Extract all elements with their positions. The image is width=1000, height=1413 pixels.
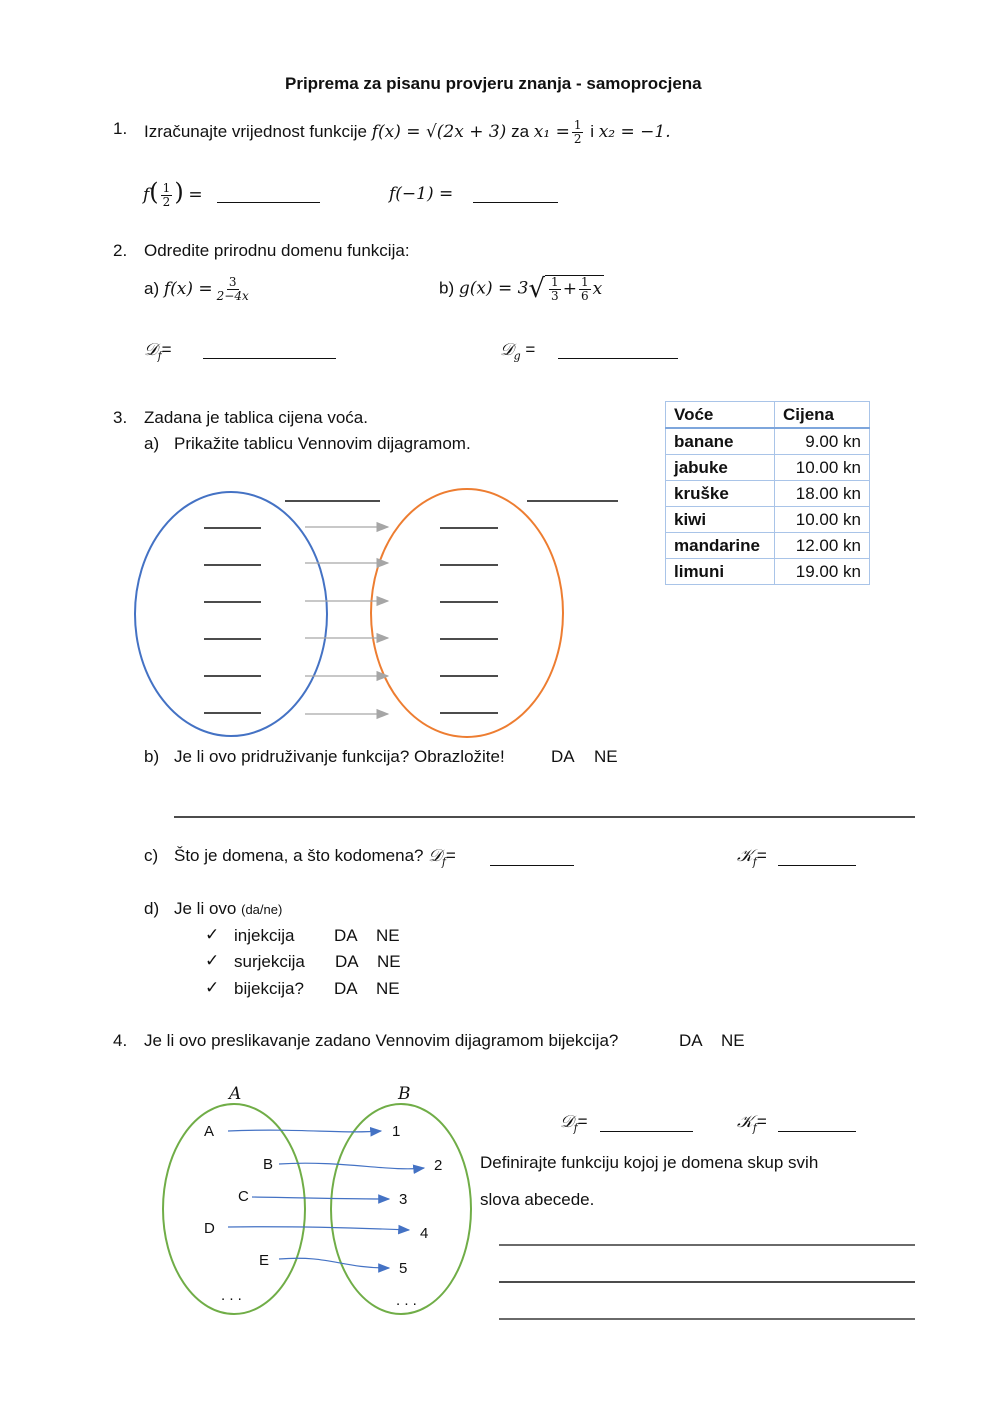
q2-number: 2. (113, 241, 128, 260)
q3-b-ne[interactable]: NE (594, 747, 618, 766)
q3-d-injekcija-ne[interactable]: NE (376, 926, 400, 945)
q1-answer-2-label: f(−1) = (389, 184, 454, 204)
q1-number: 1. (113, 119, 128, 138)
q2-a-fraction: $\frac{3}{2-4x}$ (216, 275, 249, 303)
q3-d-surjekcija-da[interactable]: DA (335, 952, 359, 971)
q2-domain-g-label: 𝒟$_g$ = (500, 340, 536, 363)
q3-d-injekcija-da[interactable]: DA (334, 926, 358, 945)
mapping-arrows-gray (305, 527, 388, 714)
q3-c-codomain-blank[interactable] (778, 849, 856, 866)
q3-d-label: d) (144, 899, 160, 918)
venn4-codomain-element: 2 (434, 1157, 443, 1174)
q4-codomain-label: 𝒦$_f$= (737, 1112, 767, 1135)
check-icon: ✓ (205, 978, 220, 997)
q3-b-text: Je li ovo pridruživanje funkcija? Obrazložite! (174, 747, 505, 766)
venn4-domain-ellipsis: . . . (221, 1287, 242, 1304)
price-table-header-fruit: Voće (666, 402, 775, 429)
codomain-blanks[interactable] (440, 528, 498, 713)
q4-codomain-blank[interactable] (778, 1115, 856, 1132)
venn4-codomain-ellipsis: . . . (396, 1292, 417, 1309)
venn4-domain-element: C (238, 1188, 249, 1205)
q3-d-item-injekcija: injekcija (234, 926, 295, 945)
venn4-set-b-ellipse (331, 1104, 471, 1314)
venn4-set-a-label: A (229, 1084, 242, 1104)
q3-c-codomain-label: 𝒦$_f$= (737, 846, 767, 869)
venn4-arrows (228, 1130, 424, 1268)
q3-b-label: b) (144, 747, 160, 766)
table-row: jabuke 10.00 kn (666, 455, 870, 481)
q4-ne[interactable]: NE (721, 1031, 745, 1050)
venn-codomain-ellipse (371, 489, 563, 737)
q3-a-text: Prikažite tablicu Vennovim dijagramom. (174, 434, 471, 453)
venn4-codomain-element: 1 (392, 1123, 401, 1140)
table-row: kruške 18.00 kn (666, 481, 870, 507)
venn4-domain-element: D (204, 1220, 215, 1237)
venn4-set-b-label: B (398, 1084, 411, 1104)
q3-a-label: a) (144, 434, 160, 453)
q3-text: Zadana je tablica cijena voća. (144, 408, 368, 427)
venn4-set-a-ellipse (163, 1104, 305, 1314)
q1-x1-fraction: $\frac{1}{2}$ (573, 118, 582, 146)
q4-domain-label: 𝒟$_f$= (560, 1112, 588, 1135)
q2-b: b) g(x) = 3√ $\frac{1}{3}$ + $\frac{1}{6}$ x (439, 274, 603, 304)
q3-d-item-bijekcija: bijekcija? (234, 979, 304, 998)
q2-domain-f-label: 𝒟$_f$= (144, 340, 172, 363)
q1-formula: f(x) = √(2x + 3) (371, 121, 507, 142)
q3-b-da[interactable]: DA (551, 747, 575, 766)
table-row: banane 9.00 kn (666, 428, 870, 455)
venn4-domain-element: B (263, 1156, 274, 1173)
q3-number: 3. (113, 408, 128, 427)
q3-c-domain-blank[interactable] (490, 849, 574, 866)
q3-d-surjekcija-ne[interactable]: NE (377, 952, 401, 971)
q1-text: Izračunajte vrijednost funkcije f(x) = √(2x + 3) za x₁ = $\frac{1}{2}$ i x₂ = −1. (144, 118, 671, 146)
q4-domain-blank[interactable] (600, 1115, 693, 1132)
venn4-codomain-element: 4 (420, 1225, 429, 1242)
q3-c-text: Što je domena, a što kodomena? 𝒟$_f$= (174, 846, 456, 869)
venn4-codomain-element: 3 (399, 1191, 408, 1208)
q3-c-label: c) (144, 846, 159, 865)
q4-number: 4. (113, 1031, 128, 1050)
price-table-header-price: Cijena (775, 402, 870, 429)
check-icon: ✓ (205, 925, 220, 944)
check-icon: ✓ (205, 951, 220, 970)
venn4-domain-element: E (259, 1252, 270, 1269)
table-row: limuni 19.00 kn (666, 559, 870, 585)
page-title: Priprema za pisanu provjeru znanja - samoprocjena (285, 74, 702, 93)
q1-answer-1: f( $\frac{1}{2}$ ) = (143, 178, 203, 210)
q4-definition-text-line2: slova abecede. (480, 1190, 595, 1209)
q2-text: Odredite prirodnu domenu funkcija: (144, 241, 410, 260)
q3-d-bijekcija-da[interactable]: DA (334, 979, 358, 998)
q3-d-item-surjekcija: surjekcija (234, 952, 305, 971)
q4-definition-text-line1: Definirajte funkciju kojoj je domena skup svih (480, 1153, 819, 1172)
q4-da[interactable]: DA (679, 1031, 703, 1050)
table-row: mandarine 12.00 kn (666, 533, 870, 559)
venn4-domain-element: A (204, 1123, 215, 1140)
venn4-codomain-element: 5 (399, 1260, 408, 1277)
q4-text: Je li ovo preslikavanje zadano Vennovim dijagramom bijekcija? (144, 1031, 619, 1050)
q3-d-bijekcija-ne[interactable]: NE (376, 979, 400, 998)
table-row: kiwi 10.00 kn (666, 507, 870, 533)
q2-a: a) f(x) = $\frac{3}{2-4x}$ (144, 275, 249, 303)
q3-d-text: Je li ovo (da/ne) (174, 899, 283, 918)
domain-blanks[interactable] (204, 528, 261, 713)
